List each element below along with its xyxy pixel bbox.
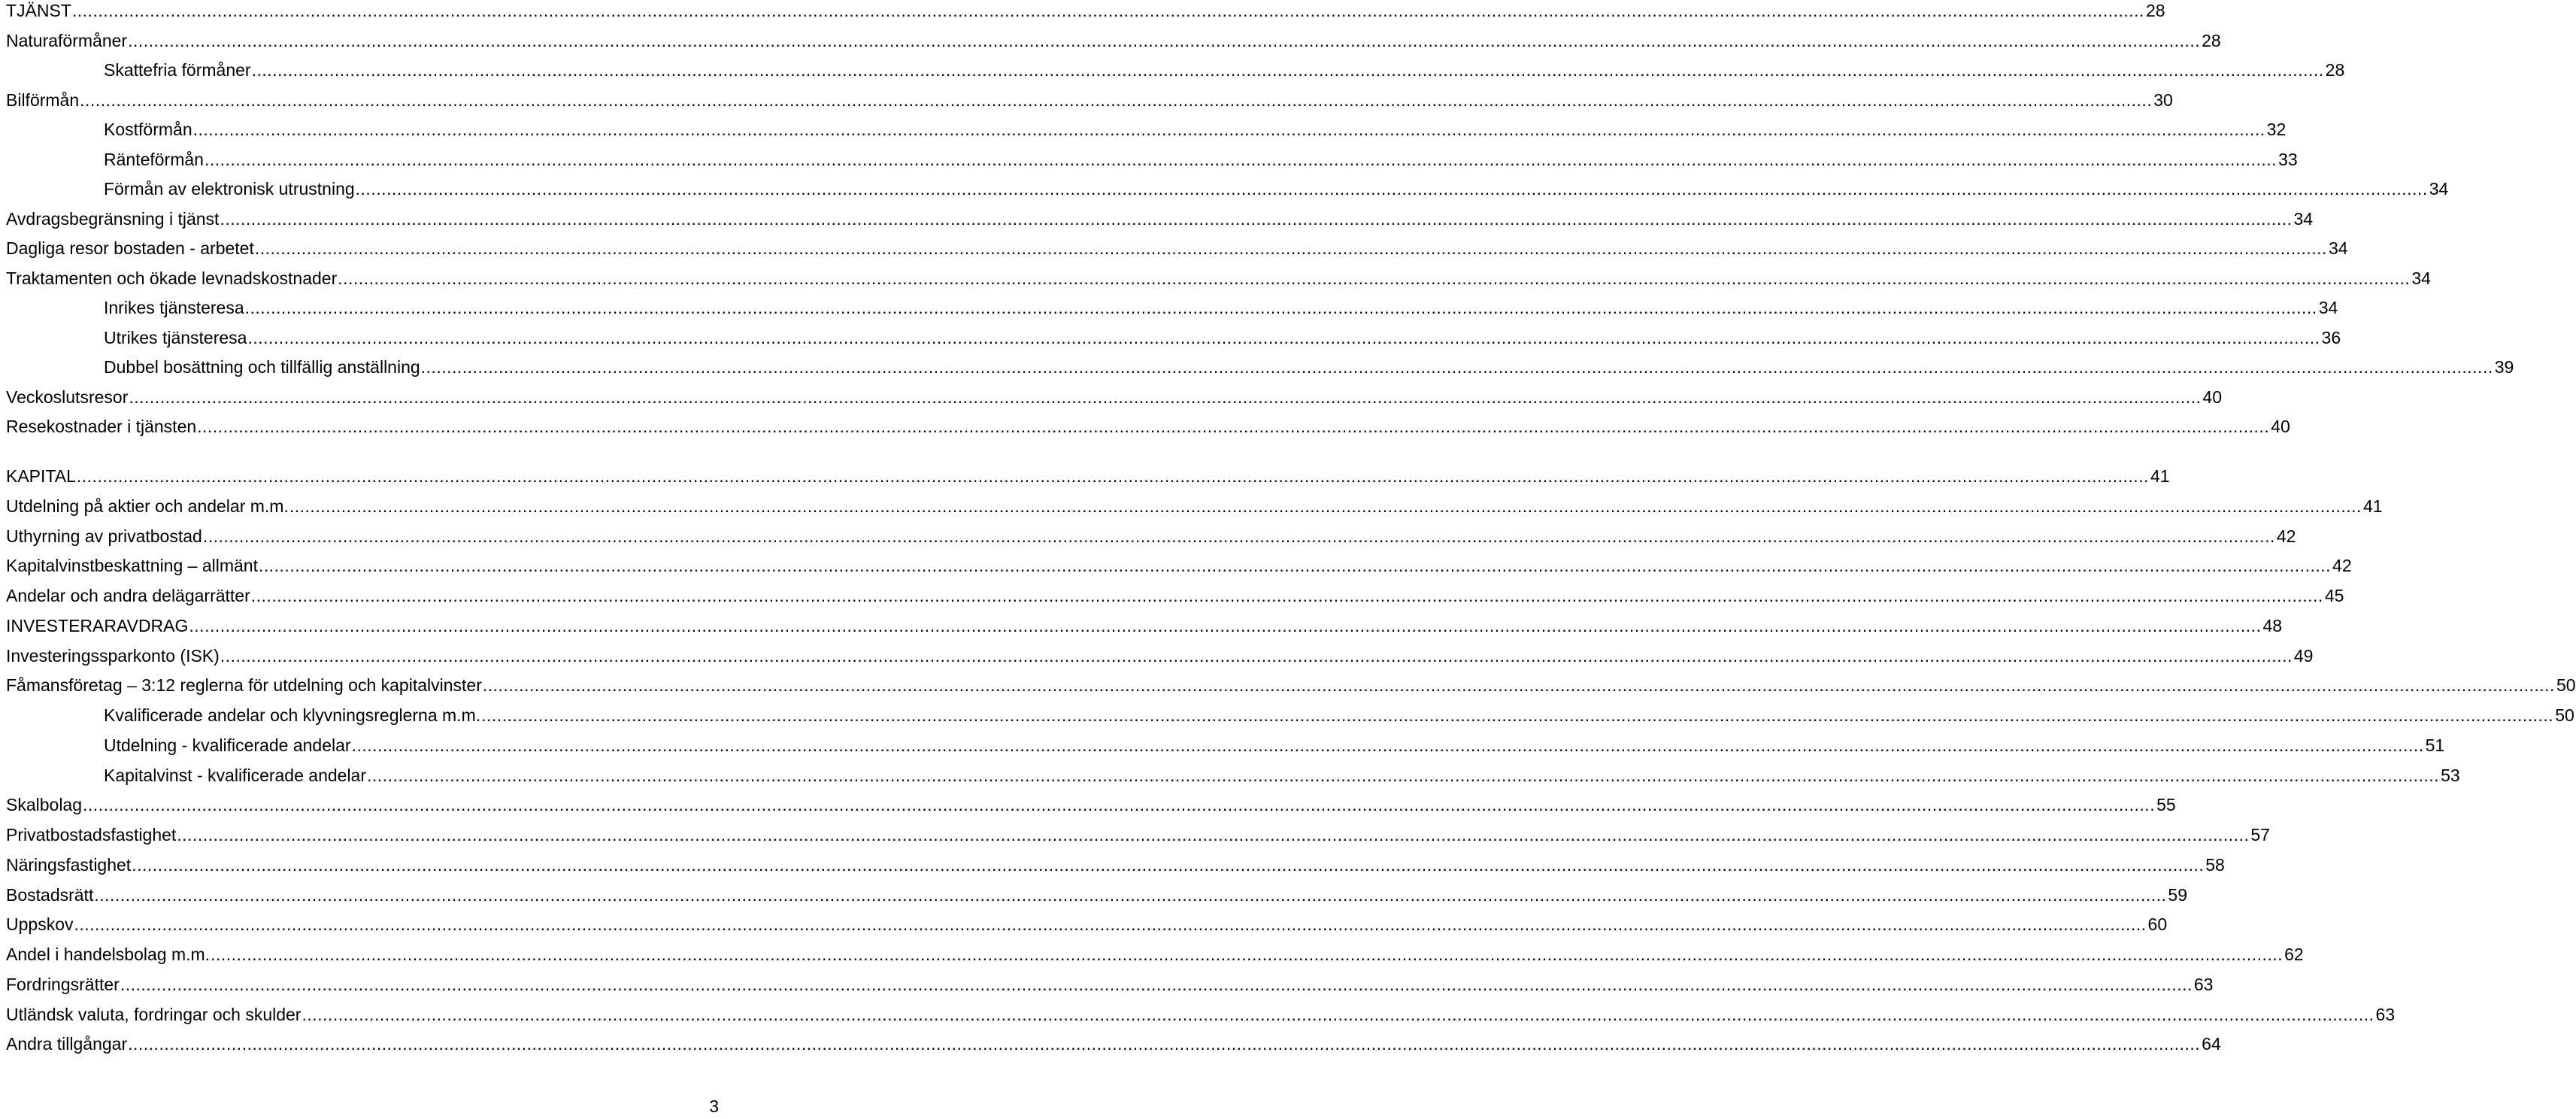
toc-entry-label: Privatbostadsfastighet: [6, 825, 177, 845]
toc-entry[interactable]: [6, 644, 2314, 667]
toc-entry[interactable]: [104, 118, 2287, 141]
toc-entry-label: Kapitalvinstbeskattning – allmänt: [6, 556, 258, 576]
toc-entry-label: Dubbel bosättning och tillfällig anställning: [104, 357, 420, 377]
toc-dot-leader: ................................................................................................................................................................................................................................................................................................................................................................................................................: [128, 30, 2201, 50]
toc-entry-label: Utländsk valuta, fordringar och skulder: [6, 1004, 302, 1024]
toc-entry-label: Utdelning - kvalificerade andelar: [104, 735, 351, 755]
toc-entry-page: 34: [2429, 179, 2449, 199]
toc-entry-page: 63: [2375, 1004, 2396, 1024]
toc-entry-label: Utrikes tjänsteresa: [104, 327, 247, 347]
toc-dot-leader: ................................................................................................................................................................................................................................................................................................................................................................................................................: [76, 466, 2149, 486]
toc-dot-leader: ................................................................................................................................................................................................................................................................................................................................................................................................................: [129, 387, 2202, 407]
toc-entry-label: Fåmansföretag – 3:12 reglerna för utdelning och kapitalvinster: [6, 675, 482, 696]
toc-entry-page: 28: [2145, 1, 2165, 20]
toc-entry-page: 64: [2202, 1034, 2221, 1054]
toc-dot-leader: ................................................................................................................................................................................................................................................................................................................................................................................................................: [420, 357, 2493, 377]
toc-entry-page: 40: [2271, 417, 2290, 436]
toc-entry[interactable]: [104, 734, 2445, 757]
toc-entry-label: TJÄNST: [6, 1, 71, 20]
toc-dot-leader: ................................................................................................................................................................................................................................................................................................................................................................................................................: [177, 825, 2250, 845]
toc-dot-leader: ................................................................................................................................................................................................................................................................................................................................................................................................................: [197, 417, 2270, 436]
toc-entry-label: Bilförmån: [6, 89, 80, 110]
page-number: 3: [709, 1096, 719, 1116]
toc-entry[interactable]: [6, 267, 2431, 290]
toc-entry[interactable]: [6, 386, 2223, 408]
toc-entry[interactable]: [104, 764, 2460, 787]
toc-entry[interactable]: [6, 884, 2187, 906]
toc-entry[interactable]: [6, 525, 2296, 547]
toc-entry[interactable]: [6, 0, 2165, 22]
toc-entry-label: KAPITAL: [6, 466, 76, 486]
toc-dot-leader: ................................................................................................................................................................................................................................................................................................................................................................................................................: [220, 208, 2293, 229]
toc-entry-page: 39: [2494, 357, 2514, 377]
toc-dot-leader: ................................................................................................................................................................................................................................................................................................................................................................................................................: [71, 1, 2144, 20]
toc-dot-leader: ................................................................................................................................................................................................................................................................................................................................................................................................................: [482, 675, 2555, 696]
toc-entry-page: 34: [2411, 268, 2431, 288]
toc-dot-leader: ................................................................................................................................................................................................................................................................................................................................................................................................................: [244, 298, 2317, 317]
toc-entry-label: INVESTERARAVDRAG: [6, 615, 189, 635]
toc-entry[interactable]: [6, 674, 2576, 696]
toc-entry-page: 55: [2156, 795, 2176, 815]
toc-dot-leader: ................................................................................................................................................................................................................................................................................................................................................................................................................: [80, 89, 2153, 110]
toc-entry-page: 62: [2284, 945, 2304, 964]
toc-entry-page: 42: [2332, 556, 2352, 576]
toc-entry[interactable]: [6, 89, 2173, 111]
toc-entry-page: 36: [2321, 327, 2341, 347]
toc-entry-page: 32: [2266, 120, 2287, 139]
toc-entry[interactable]: [6, 913, 2168, 936]
toc-dot-leader: ................................................................................................................................................................................................................................................................................................................................................................................................................: [132, 854, 2205, 875]
toc-entry-label: Naturaförmåner: [6, 30, 128, 50]
toc-dot-leader: ................................................................................................................................................................................................................................................................................................................................................................................................................: [211, 945, 2284, 964]
toc-entry-label: Resekostnader i tjänsten: [6, 417, 197, 436]
toc-entry-page: 48: [2262, 615, 2283, 635]
toc-entry[interactable]: [6, 793, 2176, 816]
toc-entry[interactable]: [104, 704, 2574, 726]
toc-entry-label: Förmån av elektronisk utrustning: [104, 179, 355, 199]
toc-entry[interactable]: [6, 943, 2304, 966]
toc-dot-leader: ................................................................................................................................................................................................................................................................................................................................................................................................................: [250, 586, 2323, 605]
toc-dot-leader: ................................................................................................................................................................................................................................................................................................................................................................................................................: [338, 268, 2411, 288]
toc-entry[interactable]: [6, 584, 2344, 607]
toc-entry-label: Traktamenten och ökade levnadskostnader: [6, 268, 338, 288]
toc-dot-leader: ................................................................................................................................................................................................................................................................................................................................................................................................................: [302, 1004, 2374, 1024]
toc-entry-page: 50: [2556, 675, 2576, 696]
toc-entry[interactable]: [6, 495, 2383, 517]
toc-dot-leader: ................................................................................................................................................................................................................................................................................................................................................................................................................: [289, 496, 2362, 516]
toc-entry[interactable]: [104, 326, 2341, 349]
toc-entry-page: 28: [2325, 60, 2345, 80]
toc-entry-label: Inrikes tjänsteresa: [104, 298, 244, 317]
toc-entry-page: 33: [2278, 149, 2298, 169]
toc-entry-label: Andra tillgångar: [6, 1034, 128, 1054]
toc-entry-page: 34: [2328, 238, 2348, 258]
toc-dot-leader: ................................................................................................................................................................................................................................................................................................................................................................................................................: [355, 179, 2428, 199]
toc-entry-page: 50: [2555, 705, 2574, 725]
toc-entry[interactable]: [6, 823, 2270, 846]
toc-entry[interactable]: [104, 356, 2514, 378]
toc-dot-leader: ................................................................................................................................................................................................................................................................................................................................................................................................................: [251, 60, 2324, 80]
toc-dot-leader: ................................................................................................................................................................................................................................................................................................................................................................................................................: [192, 120, 2265, 139]
toc-entry-page: 42: [2276, 526, 2296, 546]
toc-entry-page: 40: [2202, 387, 2223, 407]
toc-entry[interactable]: [104, 148, 2298, 171]
toc-dot-leader: ................................................................................................................................................................................................................................................................................................................................................................................................................: [351, 735, 2424, 755]
toc-dot-leader: ................................................................................................................................................................................................................................................................................................................................................................................................................: [254, 238, 2327, 258]
toc-entry[interactable]: [6, 854, 2225, 876]
toc-dot-leader: ................................................................................................................................................................................................................................................................................................................................................................................................................: [189, 615, 2262, 635]
toc-entry-label: Dagliga resor bostaden - arbetet: [6, 238, 254, 258]
toc-dot-leader: ................................................................................................................................................................................................................................................................................................................................................................................................................: [204, 149, 2277, 169]
toc-dot-leader: ................................................................................................................................................................................................................................................................................................................................................................................................................: [220, 645, 2293, 666]
toc-entry-page: 51: [2425, 735, 2445, 755]
toc-entry-label: Andel i handelsbolag m.m.: [6, 945, 211, 964]
toc-entry[interactable]: [6, 415, 2290, 438]
toc-dot-leader: ................................................................................................................................................................................................................................................................................................................................................................................................................: [367, 765, 2440, 785]
toc-dot-leader: ................................................................................................................................................................................................................................................................................................................................................................................................................: [258, 556, 2332, 576]
toc-entry[interactable]: [104, 177, 2449, 200]
toc-entry[interactable]: [6, 465, 2170, 487]
toc-entry[interactable]: [6, 554, 2352, 577]
toc-entry-page: 45: [2324, 586, 2344, 605]
toc-entry[interactable]: [6, 29, 2221, 52]
toc-entry[interactable]: [104, 296, 2338, 319]
toc-entry[interactable]: [6, 208, 2314, 230]
toc-entry-page: 28: [2202, 30, 2221, 50]
toc-entry-label: Avdragsbegränsning i tjänst: [6, 208, 220, 229]
toc-dot-leader: ................................................................................................................................................................................................................................................................................................................................................................................................................: [481, 705, 2554, 725]
toc-entry-label: Investeringssparkonto (ISK): [6, 645, 220, 666]
toc-entry[interactable]: [6, 1003, 2396, 1026]
toc-entry-page: 41: [2150, 466, 2170, 486]
toc-entry-label: Skattefria förmåner: [104, 60, 251, 80]
toc-entry-page: 34: [2318, 298, 2338, 317]
toc-entry-page: 57: [2250, 825, 2270, 845]
toc-entry-label: Fordringsrätter: [6, 974, 120, 994]
toc-dot-leader: ................................................................................................................................................................................................................................................................................................................................................................................................................: [128, 1034, 2201, 1054]
toc-entry[interactable]: [6, 614, 2283, 637]
toc-dot-leader: ................................................................................................................................................................................................................................................................................................................................................................................................................: [94, 884, 2167, 905]
toc-entry[interactable]: [104, 59, 2345, 81]
toc-entry-page: 63: [2193, 974, 2214, 994]
toc-entry-page: 30: [2153, 89, 2173, 110]
toc-entry-label: Kostförmån: [104, 120, 192, 139]
toc-dot-leader: ................................................................................................................................................................................................................................................................................................................................................................................................................: [202, 526, 2275, 546]
toc-entry-label: Ränteförmån: [104, 149, 204, 169]
toc-entry[interactable]: [6, 973, 2214, 996]
toc-entry[interactable]: [6, 237, 2348, 259]
toc-dot-leader: ................................................................................................................................................................................................................................................................................................................................................................................................................: [120, 974, 2193, 994]
toc-entry-label: Uthyrning av privatbostad: [6, 526, 202, 546]
toc-entry-page: 34: [2293, 208, 2314, 229]
toc-entry-label: Andelar och andra delägarrätter: [6, 586, 250, 605]
toc-entry-page: 58: [2205, 854, 2225, 875]
toc-entry-page: 53: [2441, 765, 2460, 785]
toc-dot-leader: ................................................................................................................................................................................................................................................................................................................................................................................................................: [83, 795, 2156, 815]
toc-entry-label: Bostadsrätt: [6, 884, 94, 905]
toc-entry-page: 60: [2147, 914, 2168, 935]
toc-entry-label: Kvalificerade andelar och klyvningsreglerna m.m.: [104, 705, 481, 725]
toc-entry-label: Uppskov: [6, 914, 74, 935]
toc-entry-label: Näringsfastighet: [6, 854, 132, 875]
toc-entry-label: Skalbolag: [6, 795, 83, 815]
toc-entry-page: 59: [2168, 884, 2187, 905]
toc-entry-label: Utdelning på aktier och andelar m.m.: [6, 496, 289, 516]
toc-dot-leader: ................................................................................................................................................................................................................................................................................................................................................................................................................: [247, 327, 2320, 347]
toc-entry-page: 49: [2293, 645, 2314, 666]
toc-entry-label: Veckoslutsresor: [6, 387, 129, 407]
toc-entry[interactable]: [6, 1033, 2221, 1055]
toc-entry-label: Kapitalvinst - kvalificerade andelar: [104, 765, 367, 785]
toc-entry-page: 41: [2362, 496, 2383, 516]
toc-dot-leader: ................................................................................................................................................................................................................................................................................................................................................................................................................: [74, 914, 2147, 935]
